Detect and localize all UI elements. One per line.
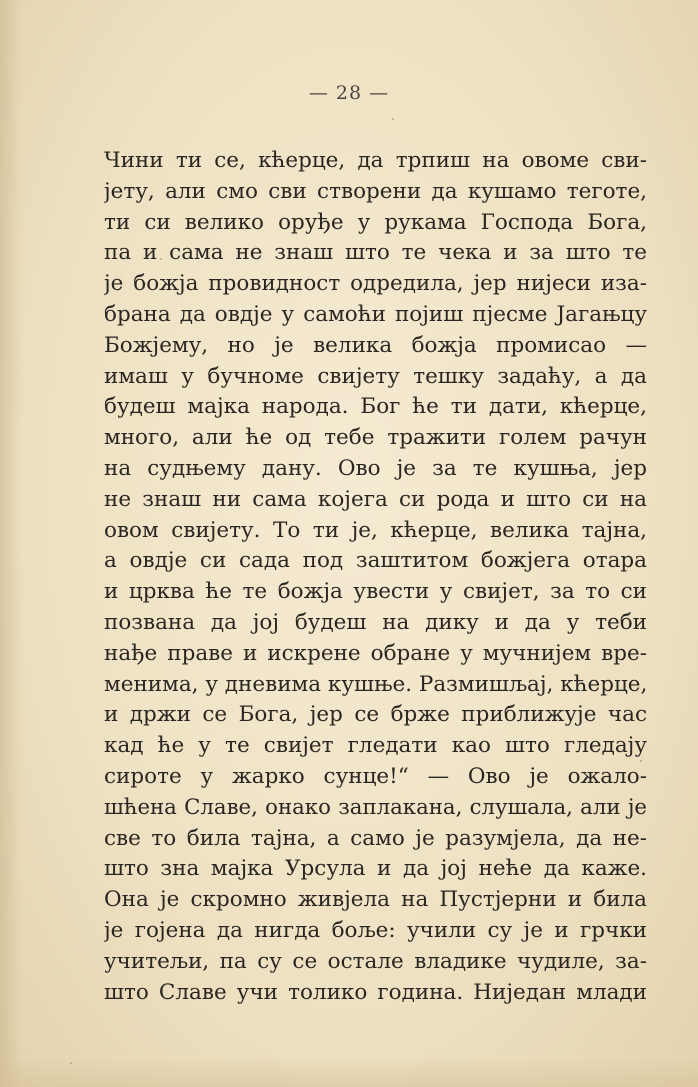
text-line: па и сама не знаш што те чека и за што те bbox=[104, 240, 647, 266]
text-line: позвана да јој будеш на дику и да у теби bbox=[104, 609, 647, 635]
paper-speck bbox=[392, 118, 394, 120]
text-line: што зна мајка Урсула и да јој неће да каже. bbox=[104, 856, 647, 882]
text-line: шћена Славе, онако заплакана, слушала, али је bbox=[104, 794, 647, 820]
text-line: што Славе учи толико година. Ниједан млади bbox=[104, 979, 647, 1005]
page-number: — 28 — bbox=[308, 82, 390, 104]
text-line: ти си велико оруђе у рукама Господа Бога, bbox=[104, 209, 647, 235]
page-edge-shadow bbox=[0, 0, 22, 1087]
body-text bbox=[104, 146, 647, 1008]
text-line: а овдје си сада под заштитом божјега отара bbox=[104, 548, 647, 574]
text-line: учитељи, па су се остале владике чудиле, за- bbox=[104, 948, 647, 974]
text-line: Чини ти се, кћерце, да трпиш на овоме сви- bbox=[104, 148, 647, 173]
text-line: и држи се Бога, јер се брже приближује час bbox=[104, 702, 647, 728]
text-line: брана да овдје у самоћи појиш пјесме Јагањцу bbox=[104, 301, 647, 327]
paper-speck bbox=[70, 1062, 72, 1064]
text-line: Божјему, но је велика божја промисао — bbox=[104, 332, 647, 358]
text-line: и црква ће те божја увести у свијет, за то си bbox=[104, 579, 647, 605]
text-line: кад ће у те свијет гледати као што гледају bbox=[104, 733, 647, 759]
text-line: је божја провидност одредила, јер нијеси иза- bbox=[104, 271, 647, 297]
text-line: менима, у дневима кушње. Размишљај, кћерце, bbox=[104, 671, 647, 697]
text-line: сироте у жарко сунце!“ — Ово је ожало- bbox=[104, 763, 647, 789]
page-bottom-shadow bbox=[0, 1057, 698, 1087]
text-line: нађе праве и искрене обране у мучнијем вре- bbox=[104, 640, 647, 666]
text-line: све то била тајна, а само је разумјела, да не- bbox=[104, 825, 647, 851]
text-line: је гојена да нигда боље: учили су је и грчки bbox=[104, 917, 647, 943]
text-line: не знаш ни сама којега си рода и што си на bbox=[104, 486, 647, 512]
text-line: много, али ће од тебе тражити голем рачун bbox=[104, 425, 647, 451]
text-line: имаш у бучноме свијету тешку задаћу, а да bbox=[104, 363, 647, 389]
text-line: овом свијету. То ти је, кћерце, велика тајна, bbox=[104, 517, 647, 543]
text-line: будеш мајка народа. Бог ће ти дати, кћерце, bbox=[104, 394, 647, 420]
text-line: на судњему дану. Ово је за те кушња, јер bbox=[104, 455, 647, 481]
text-line: Она је скромно живјела на Пустјерни и била bbox=[104, 887, 647, 913]
text-line: јету, али смо сви створени да кушамо теготе, bbox=[104, 178, 647, 204]
